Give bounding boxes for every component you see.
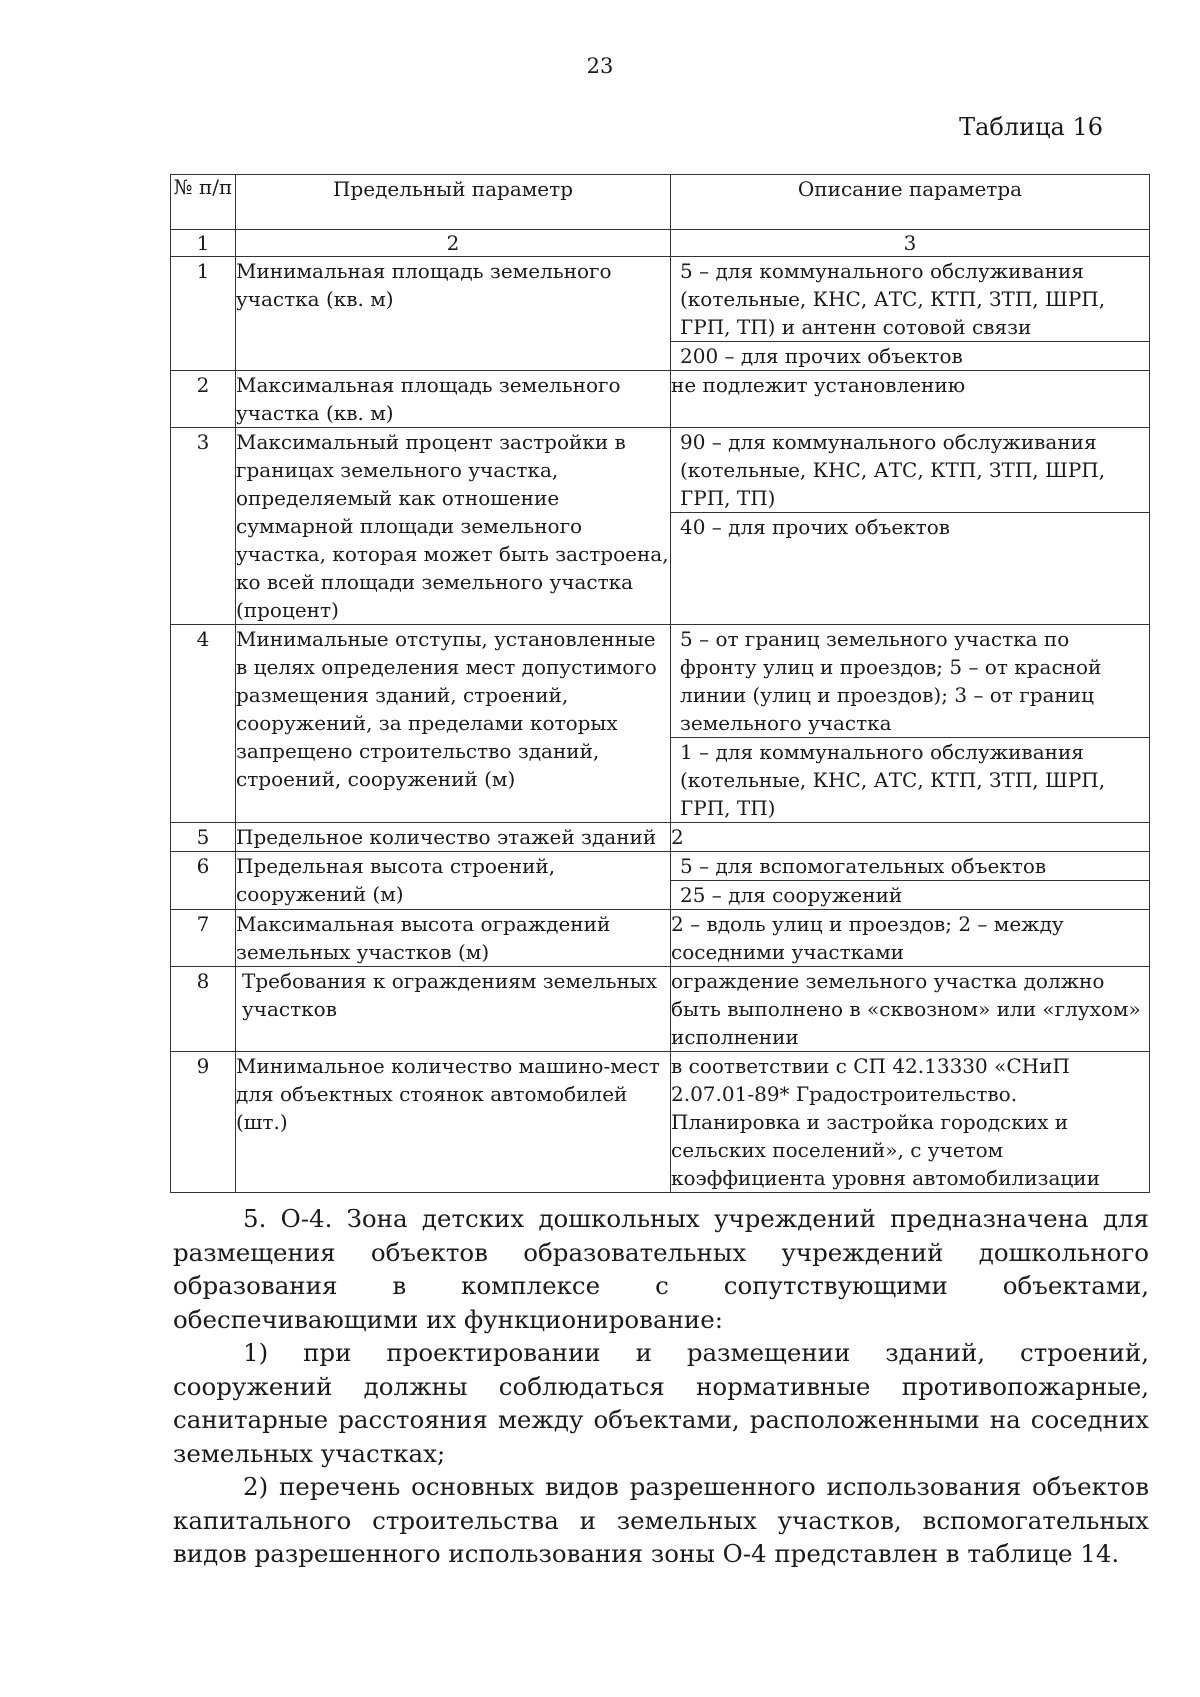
parameters-table: [170, 174, 1150, 1193]
paragraph-item-2: 2) перечень основных видов разрешенного использования объектов капитального строительства и земельных участков, вспомогательных видов разрешенного использования зоны О-4 представлен в таблице 14.: [173, 1472, 1149, 1568]
row-desc: [671, 625, 1150, 823]
row-desc-part: 90 – для коммунального обслуживания (котельные, КНС, АТС, КТП, ЗТП, ШРП, ГРП, ТП): [680, 430, 1106, 510]
row-desc: 2 – вдоль улиц и проездов; 2 – между соседними участками: [671, 910, 1150, 967]
row-num: 8: [171, 967, 236, 1052]
row-desc-part: 40 – для прочих объектов: [671, 512, 1149, 541]
row-desc-part: 200 – для прочих объектов: [671, 341, 1149, 370]
table-row: [171, 371, 1150, 428]
table-row: [171, 257, 1150, 371]
row-desc: не подлежит установлению: [671, 371, 1150, 428]
row-param: Минимальные отступы, установленные в целях определения мест допустимого размещения зданий, строений, сооружений, за пределами которых запрещено строительство зданий, строений, сооружений (м): [236, 625, 671, 823]
table-row: [171, 1052, 1150, 1193]
row-desc: 2: [671, 823, 1150, 852]
page-number: 23: [586, 54, 614, 78]
row-desc-part: 5 – от границ земельного участка по фронту улиц и проездов; 5 – от красной линии (улиц и проездов); 3 – от границ земельного участка: [680, 627, 1102, 735]
row-desc: [671, 257, 1150, 371]
row-param: Предельная высота строений, сооружений (м): [236, 852, 671, 910]
row-num: 3: [171, 428, 236, 625]
row-num: 7: [171, 910, 236, 967]
row-desc-part: 5 – для вспомогательных объектов: [680, 854, 1047, 878]
table-row: [171, 428, 1150, 625]
row-num: 2: [171, 371, 236, 428]
row-desc-part: 25 – для сооружений: [671, 880, 1149, 909]
row-param: Минимальное количество машино-мест для объектных стоянок автомобилей (шт.): [236, 1052, 671, 1193]
row-desc-part: 1 – для коммунального обслуживания (котельные, КНС, АТС, КТП, ЗТП, ШРП, ГРП, ТП): [671, 737, 1149, 822]
row-param: Максимальная высота ограждений земельных участков (м): [236, 910, 671, 967]
row-desc: [671, 852, 1150, 910]
row-num: 6: [171, 852, 236, 910]
table-caption: Таблица 16: [959, 113, 1103, 141]
header-name: Предельный параметр: [236, 175, 671, 230]
row-num: 9: [171, 1052, 236, 1193]
table-row: [171, 852, 1150, 910]
row-param: Максимальный процент застройки в границах земельного участка, определяемый как отношение суммарной площади земельного участка, которая может быть застроена, ко всей площади земельного участка (процент): [236, 428, 671, 625]
index-cell: 2: [236, 230, 671, 257]
table-row: [171, 823, 1150, 852]
row-param: Требования к ограждениям земельных участков: [236, 967, 671, 1052]
row-param: Минимальная площадь земельного участка (кв. м): [236, 257, 671, 371]
row-desc: [671, 428, 1150, 625]
table-row: [171, 910, 1150, 967]
row-desc-part: 5 – для коммунального обслуживания (котельные, КНС, АТС, КТП, ЗТП, ШРП, ГРП, ТП) и антенн сотовой связи: [680, 259, 1106, 339]
table-row: [171, 967, 1150, 1052]
row-num: 5: [171, 823, 236, 852]
paragraph-item-1: 1) при проектировании и размещении зданий, строений, сооружений должны соблюдаться нормативные противопожарные, санитарные расстояния между объектами, расположенными на соседних земельных участках;: [173, 1338, 1149, 1468]
table-header-row: [171, 175, 1150, 230]
index-cell: 1: [171, 230, 236, 257]
index-cell: 3: [671, 230, 1150, 257]
table-index-row: [171, 230, 1150, 257]
paragraph-zone-o4: 5. О-4. Зона детских дошкольных учреждений предназначена для размещения объектов образовательных учреждений дошкольного образования в комплексе с сопутствующими объектами, обеспечивающими их функционирование:: [173, 1204, 1149, 1334]
row-desc: в соответствии с СП 42.13330 «СНиП 2.07.01-89* Градостроительство. Планировка и застройка городских и сельских поселений», с учетом коэффициента уровня автомобилизации: [671, 1052, 1150, 1193]
body-text: [173, 1202, 1149, 1571]
row-num: 1: [171, 257, 236, 371]
row-param: Предельное количество этажей зданий: [236, 823, 671, 852]
header-num: № п/п: [171, 175, 236, 230]
table-row: [171, 625, 1150, 823]
header-desc: Описание параметра: [671, 175, 1150, 230]
row-desc: ограждение земельного участка должно быть выполнено в «сквозном» или «глухом» исполнении: [671, 967, 1150, 1052]
row-param: Максимальная площадь земельного участка (кв. м): [236, 371, 671, 428]
row-num: 4: [171, 625, 236, 823]
